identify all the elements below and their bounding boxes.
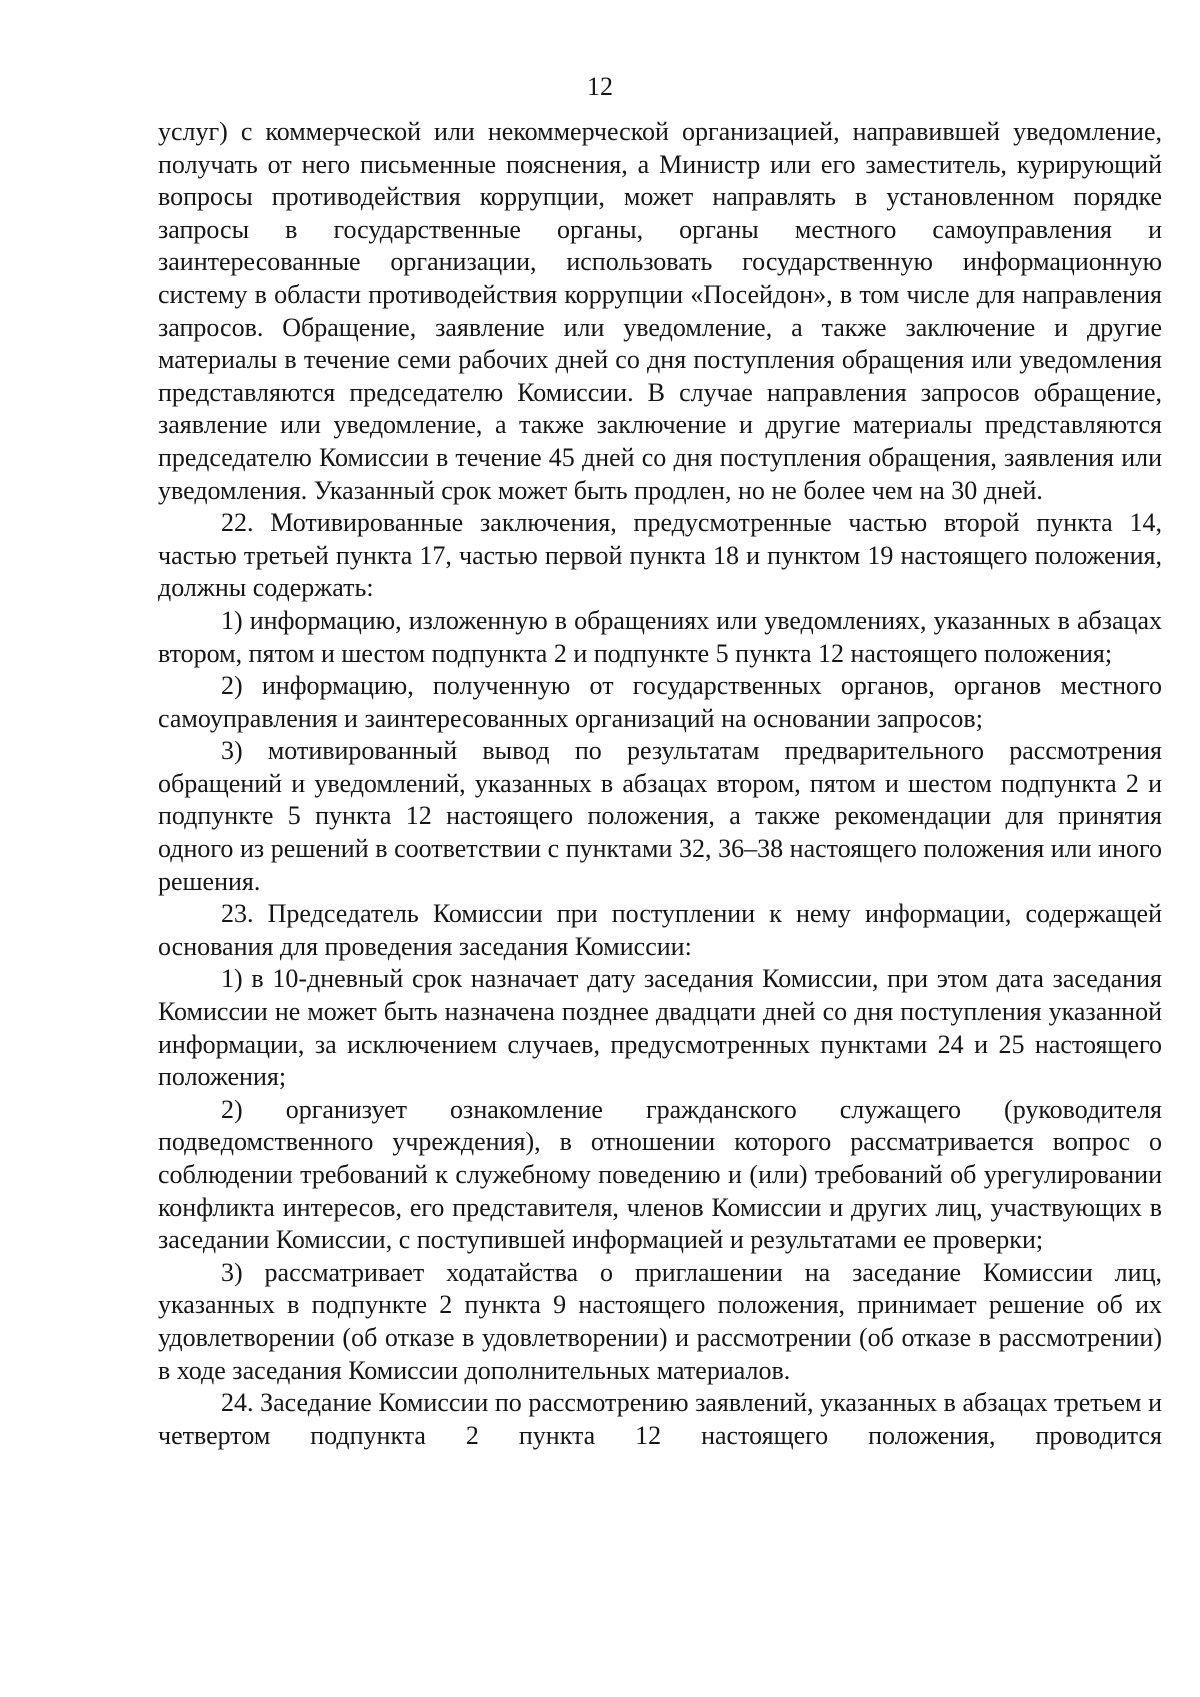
paragraph-continuation: услуг) с коммерческой или некоммерческой организацией, направившей уведомление, получать от него письменные пояснения, а Министр или его заместитель, курирующий вопросы противодействия коррупции, может направлять в установленном порядке запросы в государственные органы, органы местного самоуправления и заинтересованные организации, использовать государственную информационную систему в области противодействия коррупции «Посейдон», в том числе для направления запросов. Обращение, заявление или уведомление, а также заключение и другие материалы в течение семи рабочих дней со дня поступления обращения или уведомления представляются председателю Комиссии. В случае направления запросов обращение, заявление или уведомление, а также заключение и другие материалы представляются председателю Комиссии в течение 45 дней со дня поступления обращения, заявления или уведомления. Указанный срок может быть продлен, но не более чем на 30 дней. xyxy=(158,117,1162,505)
paragraph-item-23-1: 1) в 10-дневный срок назначает дату заседания Комиссии, при этом дата заседания Комиссии не может быть назначена позднее двадцати дней со дня поступления указанной информации, за исключением случаев, предусмотренных пунктами 24 и 25 настоящего положения; xyxy=(158,964,1162,1092)
paragraph-item-22-3: 3) мотивированный вывод по результатам предварительного рассмотрения обращений и уведомлений, указанных в абзацах втором, пятом и шестом подпункта 2 и подпункте 5 пункта 12 настоящего положения, а также рекомендации для принятия одного из решений в соответствии с пунктами 32, 36–38 настоящего положения или иного решения. xyxy=(158,736,1162,896)
paragraph-item-23-3: 3) рассматривает ходатайства о приглашении на заседание Комиссии лиц, указанных в подпункте 2 пункта 9 настоящего положения, принимает решение об их удовлетворении (об отказе в удовлетворении) и рассмотрении (об отказе в рассмотрении) в ходе заседания Комиссии дополнительных материалов. xyxy=(158,1257,1162,1385)
paragraph-item-23: 23. Председатель Комиссии при поступлении к нему информации, содержащей основания для проведения заседания Комиссии: xyxy=(158,899,1162,961)
paragraph-item-23-2: 2) организует ознакомление гражданского служащего (руководителя подведомственного учреждения), в отношении которого рассматривается вопрос о соблюдении требований к служебному поведению и (или) требований об урегулировании конфликта интересов, его представителя, членов Комиссии и других лиц, участвующих в заседании Комиссии, с поступившей информацией и результатами ее проверки; xyxy=(158,1094,1162,1255)
paragraph-item-22-2: 2) информацию, полученную от государственных органов, органов местного самоуправления и заинтересованных организаций на основании запросов; xyxy=(158,671,1162,733)
paragraph-item-22-1: 1) информацию, изложенную в обращениях или уведомлениях, указанных в абзацах втором, пятом и шестом подпункта 2 и подпункте 5 пункта 12 настоящего положения; xyxy=(158,605,1162,668)
document-body xyxy=(158,116,1162,1452)
paragraph-item-22: 22. Мотивированные заключения, предусмотренные частью второй пункта 14, частью третьей пункта 17, частью первой пункта 18 и пунктом 19 настоящего положения, должны содержать: xyxy=(158,508,1162,603)
page-number: 12 xyxy=(587,72,613,101)
paragraph-item-24: 24. Заседание Комиссии по рассмотрению заявлений, указанных в абзацах третьем и четвертом подпункта 2 пункта 12 настоящего положения, проводится xyxy=(158,1388,1162,1450)
